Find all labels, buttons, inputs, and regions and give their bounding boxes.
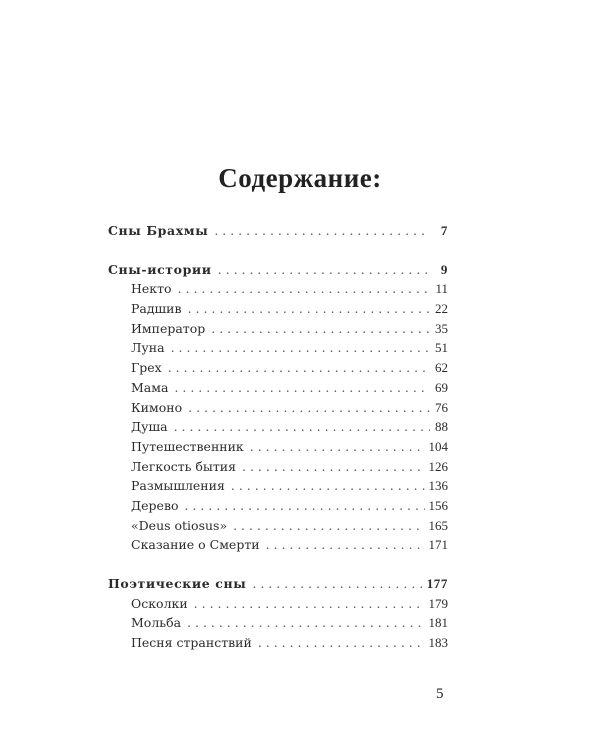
- toc-entry-label: Некто: [131, 281, 172, 297]
- toc-page-number: 179: [428, 595, 448, 611]
- toc-entry[interactable]: [108, 594, 448, 614]
- dot-leader: [168, 358, 430, 378]
- toc-section-snybrahmy: [108, 221, 448, 241]
- toc-page-number: 126: [428, 458, 448, 474]
- toc-entry[interactable]: [108, 496, 448, 516]
- dot-leader: [266, 535, 425, 555]
- dot-leader: [188, 299, 430, 319]
- toc-entry-label: Грех: [131, 360, 162, 376]
- dot-leader: [174, 378, 430, 398]
- dot-leader: [258, 633, 425, 653]
- toc-entry[interactable]: [108, 338, 448, 358]
- toc-section-label: Сны Брахмы: [108, 223, 209, 238]
- toc-page-number: 11: [435, 281, 448, 297]
- toc-entry-label: «Deus otiosus»: [131, 517, 228, 533]
- dot-leader: [174, 417, 430, 437]
- toc-section-poeticheskie-sny: [108, 574, 448, 653]
- toc-entry[interactable]: [108, 398, 448, 418]
- dot-leader: [185, 496, 425, 516]
- toc-section-label: Сны-истории: [108, 261, 212, 277]
- toc-page-number: 156: [428, 497, 448, 513]
- toc-entry[interactable]: [108, 633, 448, 653]
- dot-leader: [211, 319, 430, 339]
- toc-entry[interactable]: [108, 476, 448, 496]
- toc-entry[interactable]: [108, 437, 448, 457]
- toc-entry-label: Император: [131, 320, 206, 336]
- toc-entry[interactable]: [108, 279, 448, 299]
- toc-entry-label: Мольба: [131, 615, 182, 631]
- dot-leader: [188, 398, 430, 418]
- dot-leader: [194, 594, 425, 614]
- dot-leader: [214, 221, 430, 241]
- toc-entry[interactable]: [108, 535, 448, 555]
- toc-entry-label: Размышления: [131, 478, 225, 494]
- toc-entry[interactable]: [108, 378, 448, 398]
- toc-entry-label: Сказание о Смерти: [131, 537, 260, 553]
- toc-page-number: 76: [435, 399, 448, 415]
- dot-leader: [252, 574, 422, 594]
- toc-page-number: 171: [428, 537, 448, 553]
- toc-entry-label: Радшив: [131, 301, 182, 317]
- toc-page-number: 9: [440, 261, 448, 277]
- dot-leader: [178, 279, 430, 299]
- toc-page-number: 69: [435, 379, 448, 395]
- toc-entry-label: Кимоно: [131, 399, 183, 415]
- toc-entry-label: Мама: [131, 379, 169, 395]
- dot-leader: [231, 476, 425, 496]
- toc-page-number: 22: [435, 301, 448, 317]
- toc-entry[interactable]: [108, 613, 448, 633]
- toc-entry[interactable]: [108, 358, 448, 378]
- toc-entry-label: Легкость бытия: [131, 458, 237, 474]
- toc-entry[interactable]: [108, 319, 448, 339]
- toc-page-number: 181: [428, 615, 448, 631]
- toc-entry[interactable]: [108, 417, 448, 437]
- dot-leader: [187, 613, 424, 633]
- toc-entry-label: Путешественник: [131, 438, 244, 454]
- dot-leader: [218, 260, 430, 280]
- toc-page-number: 177: [426, 576, 448, 591]
- toc-page-number: 88: [435, 419, 448, 435]
- dot-leader: [242, 457, 424, 477]
- toc-page-number: 35: [435, 320, 448, 336]
- toc-entry-label: Песня странствий: [131, 635, 252, 651]
- dot-leader: [233, 516, 424, 536]
- toc-entry[interactable]: [108, 299, 448, 319]
- dot-leader: [250, 437, 425, 457]
- page-title: Содержание:: [218, 163, 382, 193]
- toc-section-heading[interactable]: [108, 574, 448, 594]
- toc-page-number: 104: [428, 438, 448, 454]
- toc-section-snyistorii: [108, 260, 448, 555]
- toc-entry-label: Дерево: [131, 497, 179, 513]
- toc-section-label: Поэтические сны: [108, 576, 247, 591]
- page-number: 5: [436, 686, 444, 702]
- toc-page-number: 62: [435, 360, 448, 376]
- toc-entry[interactable]: [108, 516, 448, 536]
- toc-page-number: 165: [428, 517, 448, 533]
- toc-page-number: 7: [440, 223, 448, 238]
- dot-leader: [171, 338, 430, 358]
- table-of-contents: [108, 221, 448, 653]
- toc-entry-label: Луна: [131, 340, 165, 356]
- toc-section-heading[interactable]: [108, 221, 448, 241]
- toc-page-number: 51: [435, 340, 448, 356]
- toc-section-heading[interactable]: [108, 260, 448, 280]
- toc-entry-label: Душа: [131, 419, 168, 435]
- toc-page-number: 183: [428, 635, 448, 651]
- toc-page-number: 136: [428, 478, 448, 494]
- toc-entry-label: Осколки: [131, 595, 188, 611]
- toc-entry[interactable]: [108, 457, 448, 477]
